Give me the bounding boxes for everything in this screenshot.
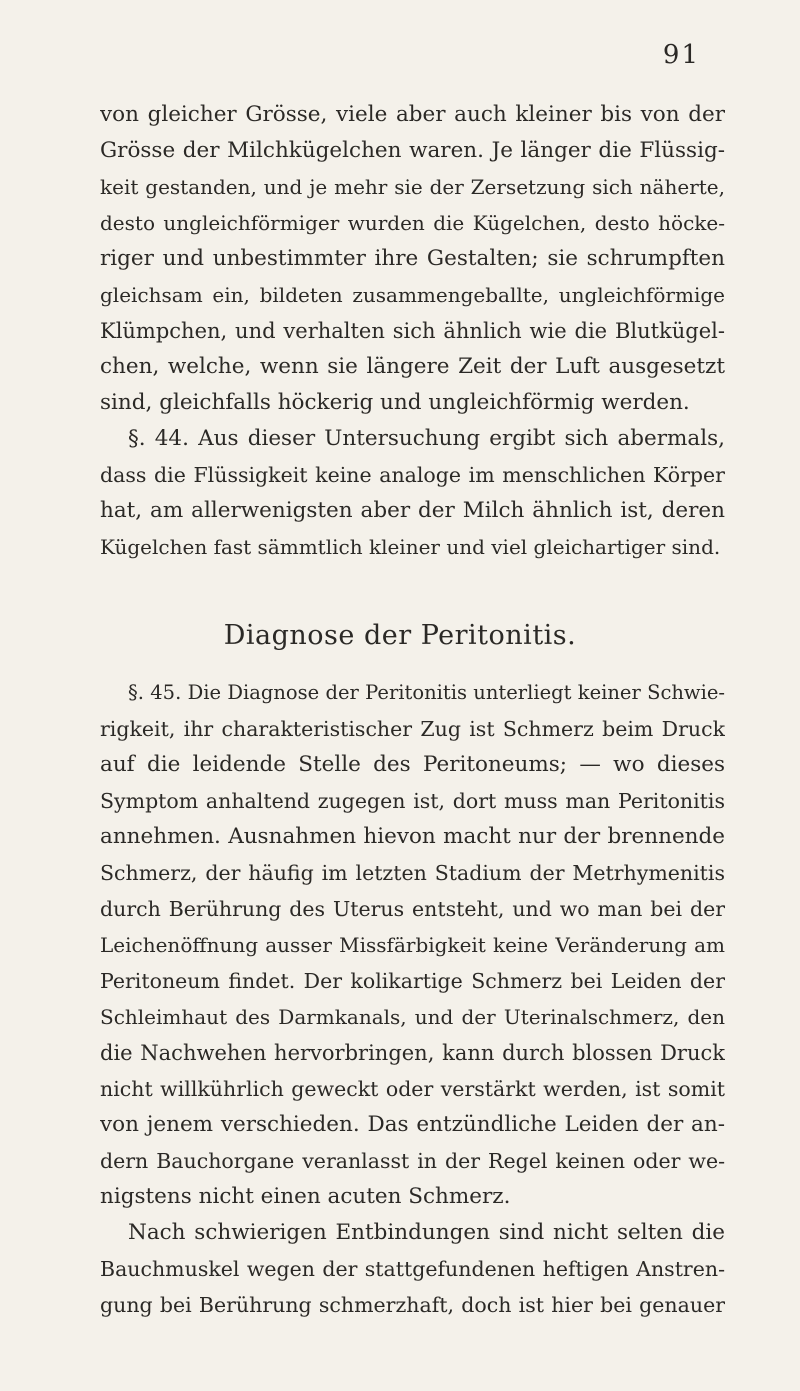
paragraph-section-44 (100, 421, 725, 565)
page-number: 91 (662, 40, 700, 70)
text-line: hat, am allerwenigsten aber der Milch ähnlich ist, deren (100, 498, 725, 523)
text-line: Peritoneum findet. Der kolikartige Schmerz bei Leiden der (100, 969, 725, 993)
text-line: Nach schwierigen Entbindungen sind nicht selten die (128, 1220, 725, 1245)
text-line: dern Bauchorgane veranlasst in der Regel keinen oder we- (100, 1149, 725, 1173)
section-heading: Diagnose der Peritonitis. (223, 620, 577, 651)
text-line: auf die leidende Stelle des Peritoneums; — wo dieses (100, 752, 725, 777)
text-line: nigstens nicht einen acuten Schmerz. (100, 1184, 511, 1209)
text-line: Kügelchen fast sämmtlich kleiner und viel gleichartiger sind. (100, 535, 721, 559)
text-line: chen, welche, wenn sie längere Zeit der Luft ausgesetzt (100, 354, 725, 379)
paragraph-section-45 (100, 675, 725, 1215)
text-line: Grösse der Milchkügelchen waren. Je länger die Flüssig- (100, 138, 725, 163)
text-line: gleichsam ein, bildeten zusammengeballte, ungleichförmige (100, 283, 725, 307)
paragraph-continuation (100, 97, 725, 421)
text-line: Symptom anhaltend zugegen ist, dort muss man Peritonitis (100, 789, 725, 813)
text-line: keit gestanden, und je mehr sie der Zersetzung sich näherte, (100, 175, 725, 199)
text-line: Klümpchen, und verhalten sich ähnlich wie die Blutkügel- (100, 319, 725, 343)
paragraph-final (100, 1215, 725, 1323)
text-line: §. 45. Die Diagnose der Peritonitis unterliegt keiner Schwie- (128, 681, 725, 704)
text-line: sind, gleichfalls höckerig und ungleichförmig werden. (100, 390, 690, 415)
text-line: Bauchmuskel wegen der stattgefundenen heftigen Anstren- (100, 1257, 725, 1281)
text-line: desto ungleichförmiger wurden die Kügelchen, desto höcke- (100, 211, 725, 235)
text-line: nicht willkührlich geweckt oder verstärkt werden, ist somit (100, 1077, 725, 1101)
text-line: §. 44. Aus dieser Untersuchung ergibt sich abermals, (128, 426, 725, 451)
text-line: durch Berührung des Uterus entsteht, und wo man bei der (100, 897, 725, 921)
text-line: von gleicher Grösse, viele aber auch kleiner bis von der (100, 102, 725, 127)
text-line: Leichenöffnung ausser Missfärbigkeit keine Veränderung am (100, 933, 725, 957)
text-line: von jenem verschieden. Das entzündliche Leiden der an- (100, 1112, 725, 1137)
text-line: dass die Flüssigkeit keine analoge im menschlichen Körper (100, 463, 725, 487)
text-line: die Nachwehen hervorbringen, kann durch blossen Druck (100, 1041, 725, 1065)
text-line: Schleimhaut des Darmkanals, und der Uterinalschmerz, den (100, 1005, 725, 1029)
text-line: gung bei Berührung schmerzhaft, doch ist hier bei genauer (100, 1293, 725, 1317)
text-line: Schmerz, der häufig im letzten Stadium der Metrhymenitis (100, 861, 725, 885)
text-line: rigkeit, ihr charakteristischer Zug ist Schmerz beim Druck (100, 717, 725, 741)
text-line: annehmen. Ausnahmen hievon macht nur der brennende (100, 824, 725, 849)
text-line: riger und unbestimmter ihre Gestalten; sie schrumpften (100, 246, 725, 271)
